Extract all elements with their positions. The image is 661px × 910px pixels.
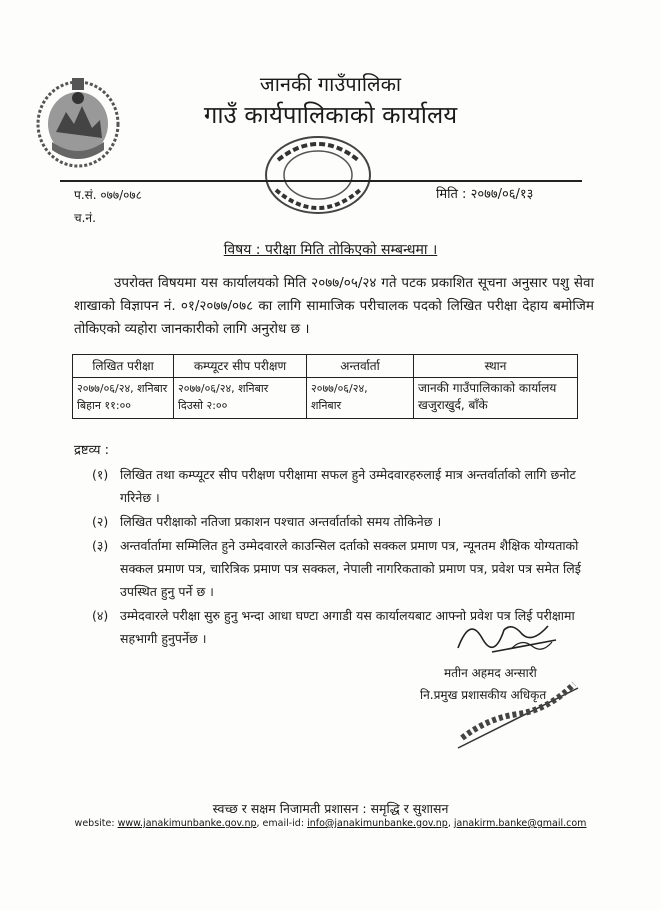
table-header: लिखित परीक्षा xyxy=(73,355,174,378)
signatory-name: मतीन अहमद अन्सारी xyxy=(444,666,537,680)
footer-motto: स्वच्छ र सक्षम निजामती प्रशासन : समृद्धि र सुशासन xyxy=(212,801,449,816)
email-link[interactable]: janakirm.banke@gmail.com xyxy=(453,818,587,829)
reference-number: प.सं. ०७७/०७८ xyxy=(74,188,142,202)
body-paragraph: उपरोक्त विषयमा यस कार्यालयको मिति २०७७/०५/२४ गते पटक प्रकाशित सूचना अनुसार पशु सेवा शाखाको विज्ञापन नं. ०१/२०७७/०७८ का लागि सामाजिक परीचालक पदको लिखित परीक्षा देहाय बमोजिम तोकिएको व्यहोरा जानकारीको लागि अनुरोध छ । xyxy=(74,275,594,337)
office-stamp-icon xyxy=(258,130,378,220)
signature-image xyxy=(452,608,562,668)
notes-heading: द्रष्टव्य : xyxy=(74,443,109,458)
table-header: कम्प्यूटर सीप परीक्षण xyxy=(174,355,307,378)
office-name: गाउँ कार्यपालिकाको कार्यालय xyxy=(203,101,458,129)
letter-date: मिति : २०७७/०६/१३ xyxy=(436,187,534,202)
dispatch-number: च.नं. xyxy=(74,211,96,225)
table-cell-written: २०७७/०६/२४, शनिबार बिहान ११:०० xyxy=(73,378,174,419)
table-cell-computer: २०७७/०६/२४, शनिबार दिउसो २:०० xyxy=(174,378,307,419)
header-rule xyxy=(60,180,582,182)
email-link[interactable]: info@janakimunbanke.gov.np xyxy=(307,818,448,829)
list-item: (४) उम्मेदवारले परीक्षा सुरु हुनु भन्दा आधा घण्टा अगाडी यस कार्यालयबाट आफ्नो प्रवेश पत्र लिई परीक्षामा सहभागी हुनुपर्नेछ । xyxy=(92,608,575,646)
list-item: (३) अन्तर्वार्तामा सम्मिलित हुने उम्मेदवारले काउन्सिल दर्ताको सक्कल प्रमाण पत्र, न्यूनतम शैक्षिक योग्यताको सक्कल प्रमाण पत्र, चारित्रिक प्रमाण पत्र सक्कल, नेपाली नागरिकताको प्रमाण पत्र, प्रवेश पत्र समेत लिई उपस्थित हुनु पर्ने छ । xyxy=(92,538,581,599)
municipality-name: जानकी गाउँपालिका xyxy=(259,72,402,96)
table-header: स्थान xyxy=(414,355,578,378)
table-cell-venue: जानकी गाउँपालिकाको कार्यालय खजुराखुर्द, बाँके xyxy=(414,378,578,419)
subject-line xyxy=(0,240,661,259)
website-link[interactable]: www.janakimunbanke.gov.np xyxy=(117,818,257,829)
officer-stamp-icon xyxy=(448,678,588,758)
list-item: (२) लिखित परीक्षाको नतिजा प्रकाशन पश्चात अन्तर्वार्ताको समय तोकिनेछ । xyxy=(92,514,442,529)
signatory-post: नि.प्रमुख प्रशासकीय अधिकृत xyxy=(420,688,547,702)
table-header: अन्तर्वार्ता xyxy=(307,355,414,378)
list-item: (१) लिखित तथा कम्प्यूटर सीप परीक्षण परीक्षामा सफल हुने उम्मेदवारहरुलाई मात्र अन्तर्वार्ताको लागि छनोट गरिनेछ । xyxy=(92,467,576,505)
table-cell-interview: २०७७/०६/२४, शनिबार xyxy=(307,378,414,419)
table-header-row xyxy=(73,355,578,378)
subject-text: विषय : परीक्षा मिति तोकिएको सम्बन्धमा । xyxy=(223,242,438,258)
table-row xyxy=(73,378,578,419)
exam-schedule-table xyxy=(72,354,578,419)
footer-contact: website: www.janakimunbanke.gov.np, email-id: info@janakimunbanke.gov.np, janakirm.banke@gmail.com xyxy=(74,818,587,829)
